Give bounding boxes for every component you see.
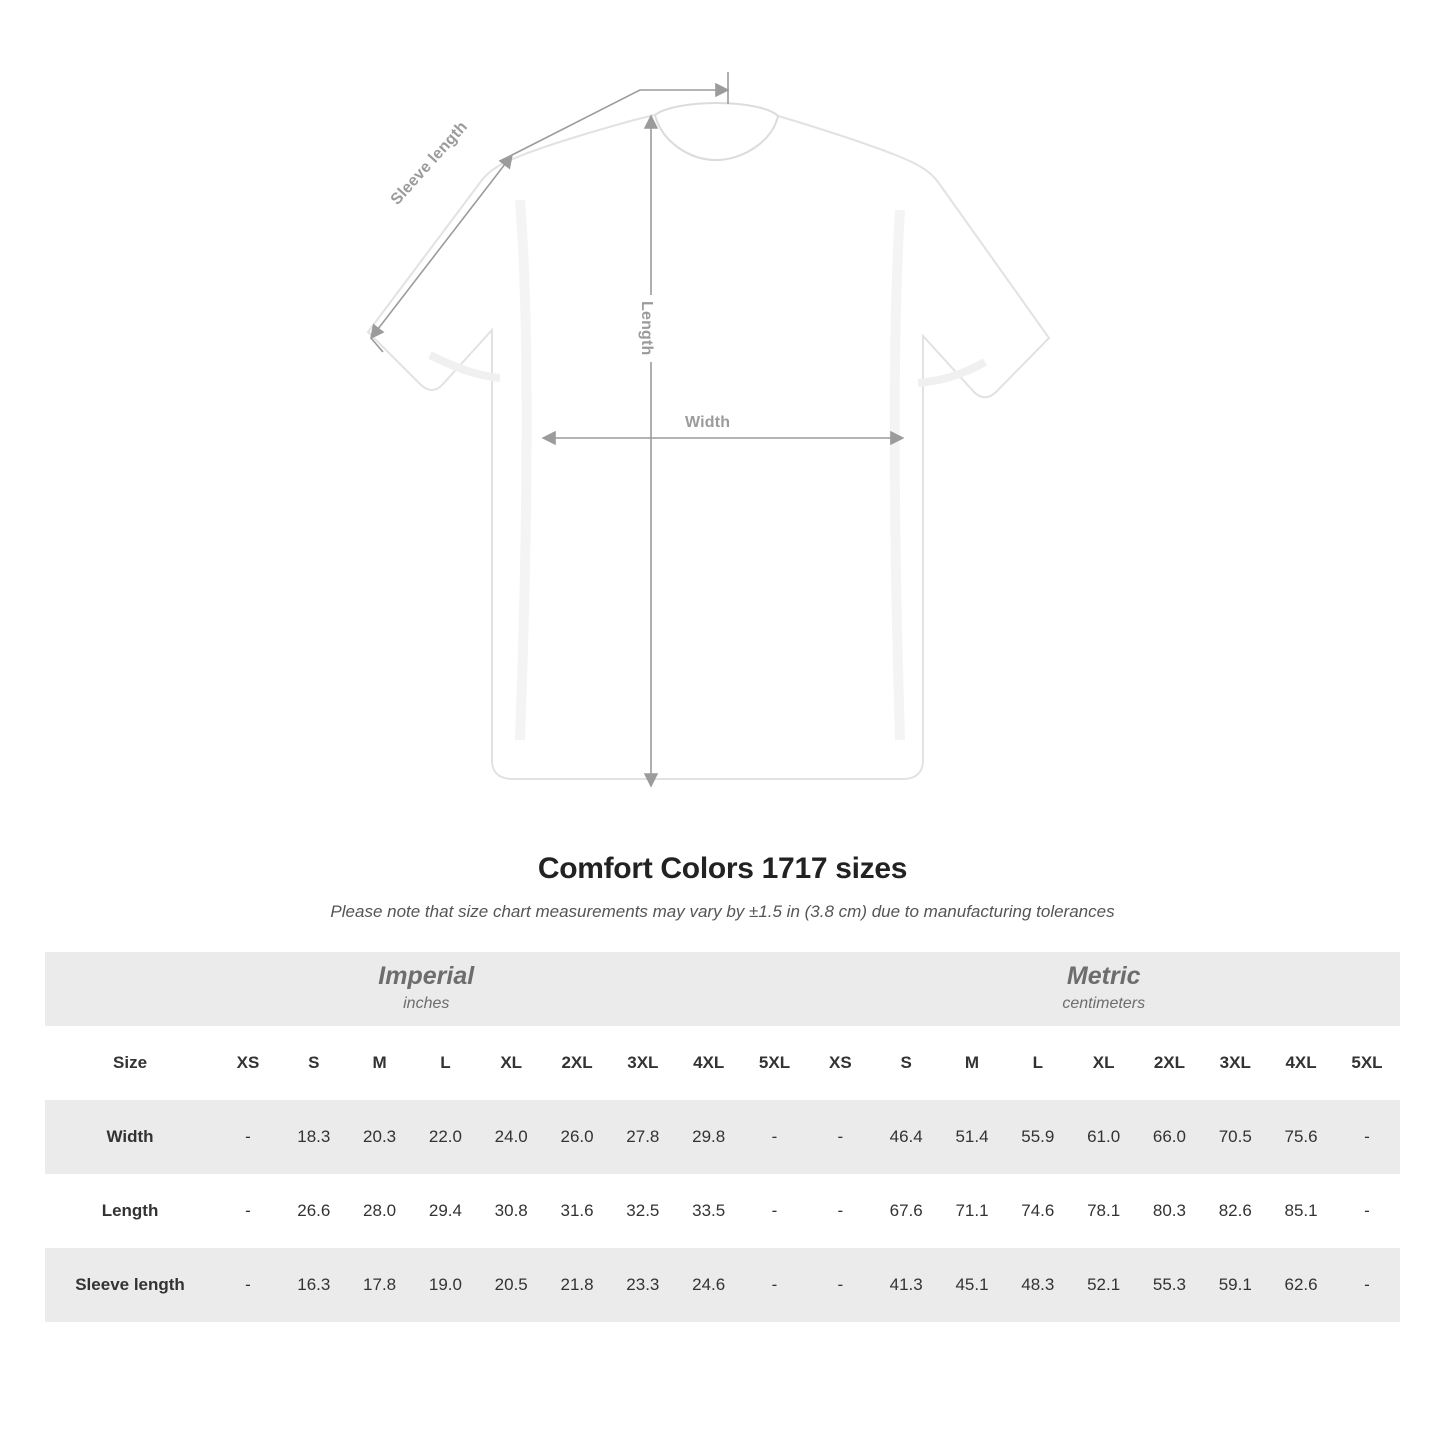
length-imperial-2xl: 31.6 xyxy=(544,1174,610,1248)
sleeve-imperial-xs: - xyxy=(215,1248,281,1322)
length-imperial-xl: 30.8 xyxy=(478,1174,544,1248)
sleeve-metric-4xl: 62.6 xyxy=(1268,1248,1334,1322)
length-metric-xs: - xyxy=(807,1174,873,1248)
length-imperial-3xl: 32.5 xyxy=(610,1174,676,1248)
sleeve-length-dimension-label: Sleeve length xyxy=(385,115,474,212)
sleeve-metric-s: 41.3 xyxy=(873,1248,939,1322)
sleeve-metric-l: 48.3 xyxy=(1005,1248,1071,1322)
row-label-width: Width xyxy=(45,1100,215,1174)
header-imperial-3xl: 3XL xyxy=(610,1026,676,1100)
imperial-sublabel: inches xyxy=(403,994,450,1012)
sleeve-metric-2xl: 55.3 xyxy=(1137,1248,1203,1322)
page-title: Comfort Colors 1717 sizes xyxy=(537,852,908,885)
sleeve-imperial-2xl: 21.8 xyxy=(544,1248,610,1322)
width-metric-l: 55.9 xyxy=(1005,1100,1071,1174)
length-metric-m: 71.1 xyxy=(939,1174,1005,1248)
length-metric-5xl: - xyxy=(1334,1174,1400,1248)
sleeve-metric-xs: - xyxy=(807,1248,873,1322)
header-metric-m: M xyxy=(939,1026,1005,1100)
width-imperial-s: 18.3 xyxy=(281,1100,347,1174)
header-metric-3xl: 3XL xyxy=(1202,1026,1268,1100)
length-metric-3xl: 82.6 xyxy=(1202,1174,1268,1248)
width-imperial-5xl: - xyxy=(742,1100,808,1174)
header-imperial-l: L xyxy=(413,1026,479,1100)
width-metric-xs: - xyxy=(807,1100,873,1174)
sleeve-imperial-s: 16.3 xyxy=(281,1248,347,1322)
length-metric-2xl: 80.3 xyxy=(1137,1174,1203,1248)
header-imperial-m: M xyxy=(347,1026,413,1100)
size-table xyxy=(45,952,1400,1322)
sleeve-imperial-3xl: 23.3 xyxy=(610,1248,676,1322)
width-imperial-xs: - xyxy=(215,1100,281,1174)
header-imperial-2xl: 2XL xyxy=(544,1026,610,1100)
header-imperial-xs: XS xyxy=(215,1026,281,1100)
table-row-width xyxy=(45,1100,1400,1174)
width-metric-5xl: - xyxy=(1334,1100,1400,1174)
length-imperial-s: 26.6 xyxy=(281,1174,347,1248)
width-imperial-m: 20.3 xyxy=(347,1100,413,1174)
header-metric-4xl: 4XL xyxy=(1268,1026,1334,1100)
header-metric-s: S xyxy=(873,1026,939,1100)
table-row-length xyxy=(45,1174,1400,1248)
length-dimension-label: Length xyxy=(637,295,655,362)
sleeve-metric-m: 45.1 xyxy=(939,1248,1005,1322)
header-imperial-xl: XL xyxy=(478,1026,544,1100)
width-metric-3xl: 70.5 xyxy=(1202,1100,1268,1174)
width-metric-s: 46.4 xyxy=(873,1100,939,1174)
sleeve-imperial-l: 19.0 xyxy=(413,1248,479,1322)
metric-unit-cell xyxy=(807,952,1400,1026)
header-size-label: Size xyxy=(45,1026,215,1100)
length-imperial-5xl: - xyxy=(742,1174,808,1248)
imperial-unit-cell xyxy=(45,952,807,1026)
length-metric-4xl: 85.1 xyxy=(1268,1174,1334,1248)
table-header-row xyxy=(45,1026,1400,1100)
imperial-label: Imperial xyxy=(378,961,475,990)
length-metric-s: 67.6 xyxy=(873,1174,939,1248)
sleeve-imperial-5xl: - xyxy=(742,1248,808,1322)
width-imperial-3xl: 27.8 xyxy=(610,1100,676,1174)
width-imperial-2xl: 26.0 xyxy=(544,1100,610,1174)
width-metric-xl: 61.0 xyxy=(1071,1100,1137,1174)
width-metric-4xl: 75.6 xyxy=(1268,1100,1334,1174)
sleeve-metric-5xl: - xyxy=(1334,1248,1400,1322)
width-metric-m: 51.4 xyxy=(939,1100,1005,1174)
sleeve-imperial-m: 17.8 xyxy=(347,1248,413,1322)
sleeve-imperial-xl: 20.5 xyxy=(478,1248,544,1322)
width-imperial-xl: 24.0 xyxy=(478,1100,544,1174)
metric-sublabel: centimeters xyxy=(1062,994,1146,1012)
row-label-length: Length xyxy=(45,1174,215,1248)
width-imperial-4xl: 29.8 xyxy=(676,1100,742,1174)
width-metric-2xl: 66.0 xyxy=(1137,1100,1203,1174)
sleeve-imperial-4xl: 24.6 xyxy=(676,1248,742,1322)
length-imperial-xs: - xyxy=(215,1174,281,1248)
header-metric-5xl: 5XL xyxy=(1334,1026,1400,1100)
metric-label: Metric xyxy=(1066,961,1141,990)
sleeve-metric-3xl: 59.1 xyxy=(1202,1248,1268,1322)
table-row-sleeve-length xyxy=(45,1248,1400,1322)
length-imperial-l: 29.4 xyxy=(413,1174,479,1248)
width-imperial-l: 22.0 xyxy=(413,1100,479,1174)
tolerance-note: Please note that size chart measurements may vary by ±1.5 in (3.8 cm) due to manufacturing tolerances xyxy=(330,902,1115,921)
header-imperial-4xl: 4XL xyxy=(676,1026,742,1100)
length-imperial-4xl: 33.5 xyxy=(676,1174,742,1248)
header-metric-xl: XL xyxy=(1071,1026,1137,1100)
title-block xyxy=(0,830,1445,922)
header-imperial-s: S xyxy=(281,1026,347,1100)
width-dimension-label: Width xyxy=(679,414,736,432)
header-metric-l: L xyxy=(1005,1026,1071,1100)
header-imperial-5xl: 5XL xyxy=(742,1026,808,1100)
sleeve-metric-xl: 52.1 xyxy=(1071,1248,1137,1322)
length-imperial-m: 28.0 xyxy=(347,1174,413,1248)
row-label-sleeve-length: Sleeve length xyxy=(45,1248,215,1322)
header-metric-2xl: 2XL xyxy=(1137,1026,1203,1100)
length-metric-l: 74.6 xyxy=(1005,1174,1071,1248)
length-metric-xl: 78.1 xyxy=(1071,1174,1137,1248)
shirt-fold-right xyxy=(895,210,900,740)
unit-system-row xyxy=(45,952,1400,1026)
size-table-wrapper xyxy=(0,922,1445,1322)
shirt-body xyxy=(368,115,1049,779)
header-metric-xs: XS xyxy=(807,1026,873,1100)
